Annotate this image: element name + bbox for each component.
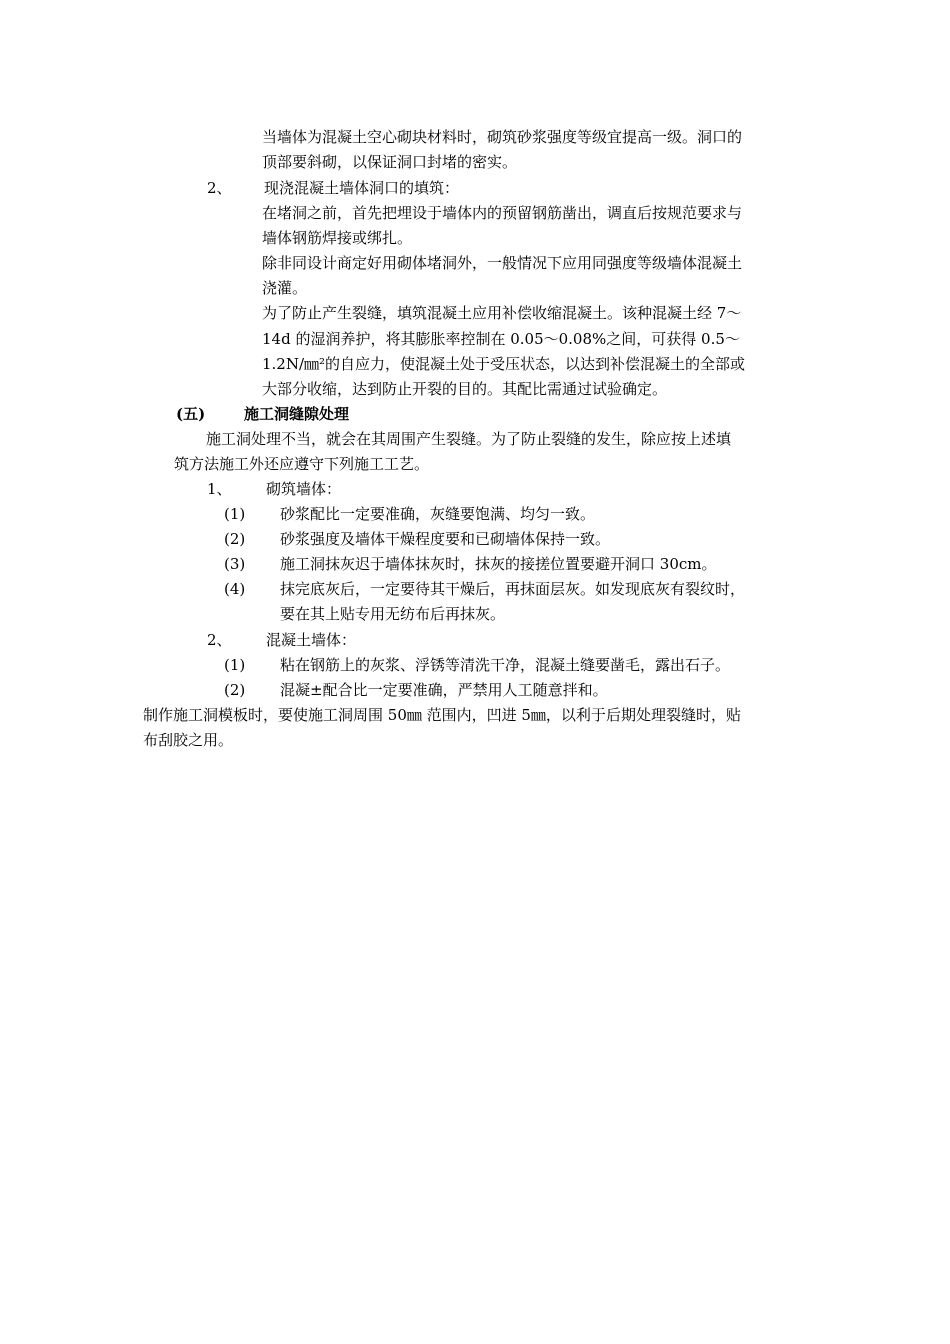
subitem-text: 要在其上贴专用无纺布后再抹灰。 xyxy=(280,605,506,623)
paragraph-line: 当墙体为混凝土空心砌块材料时，砌筑砂浆强度等级宜提高一级。洞口的 xyxy=(262,128,743,146)
subitem-text: 混凝±配合比一定要准确，严禁用人工随意拌和。 xyxy=(280,681,608,699)
subitem-number: (4) xyxy=(224,580,246,598)
subitem-number: (2) xyxy=(224,681,246,699)
item-title: 混凝土墙体： xyxy=(266,631,357,649)
paragraph-line: 浇灌。 xyxy=(262,279,308,297)
item-number: 1、 xyxy=(207,480,232,498)
section-number: (五) xyxy=(176,405,206,423)
subitem-text: 粘在钢筋上的灰浆、浮锈等清洗干净，混凝土缝要凿毛，露出石子。 xyxy=(280,656,731,674)
subitem-number: (3) xyxy=(224,555,246,573)
subitem-number: (1) xyxy=(224,505,246,523)
subitem-text: 砂浆配比一定要准确，灰缝要饱满、均匀一致。 xyxy=(280,505,596,523)
section-heading: 施工洞缝隙处理 xyxy=(244,405,350,423)
paragraph-line: 顶部要斜砌，以保证洞口封堵的密实。 xyxy=(262,153,518,171)
paragraph-line: 施工洞处理不当，就会在其周围产生裂缝。为了防止裂缝的发生，除应按上述填 xyxy=(206,430,732,448)
paragraph-line: 墙体钢筋焊接或绑扎。 xyxy=(262,229,413,247)
paragraph-line: 布刮胶之用。 xyxy=(143,731,234,749)
paragraph-line: 制作施工洞模板时，要使施工洞周围 50㎜ 范围内，凹进 5㎜，以利于后期处理裂缝时，贴 xyxy=(143,706,741,724)
subitem-number: (1) xyxy=(224,656,246,674)
item-number: 2、 xyxy=(207,179,232,197)
paragraph-line: 筑方法施工外还应遵守下列施工工艺。 xyxy=(174,455,430,473)
item-number: 2、 xyxy=(207,631,232,649)
paragraph-line: 1.2N/㎜²的自应力，使混凝土处于受压状态，以达到补偿混凝土的全部或 xyxy=(262,355,746,373)
paragraph-line: 大部分收缩，达到防止开裂的目的。其配比需通过试验确定。 xyxy=(262,380,668,398)
paragraph-line: 为了防止产生裂缝，填筑混凝土应用补偿收缩混凝土。该种混凝土经 7～ xyxy=(262,304,742,322)
subitem-text: 抹完底灰后，一定要待其干燥后，再抹面层灰。如发现底灰有裂纹时， xyxy=(280,580,746,598)
subitem-number: (2) xyxy=(224,530,246,548)
subitem-text: 砂浆强度及墙体干燥程度要和已砌墙体保持一致。 xyxy=(280,530,611,548)
item-title: 现浇混凝土墙体洞口的填筑： xyxy=(264,179,460,197)
subitem-text: 施工洞抹灰迟于墙体抹灰时，抹灰的接搓位置要避开洞口 30cm。 xyxy=(280,555,717,573)
item-title: 砌筑墙体： xyxy=(266,480,342,498)
paragraph-line: 在堵洞之前，首先把埋设于墙体内的预留钢筋凿出，调直后按规范要求与 xyxy=(262,204,743,222)
paragraph-line: 14d 的湿润养护，将其膨胀率控制在 0.05～0.08%之间，可获得 0.5～ xyxy=(262,330,740,348)
paragraph-line: 除非同设计商定好用砌体堵洞外，一般情况下应用同强度等级墙体混凝土 xyxy=(262,254,743,272)
